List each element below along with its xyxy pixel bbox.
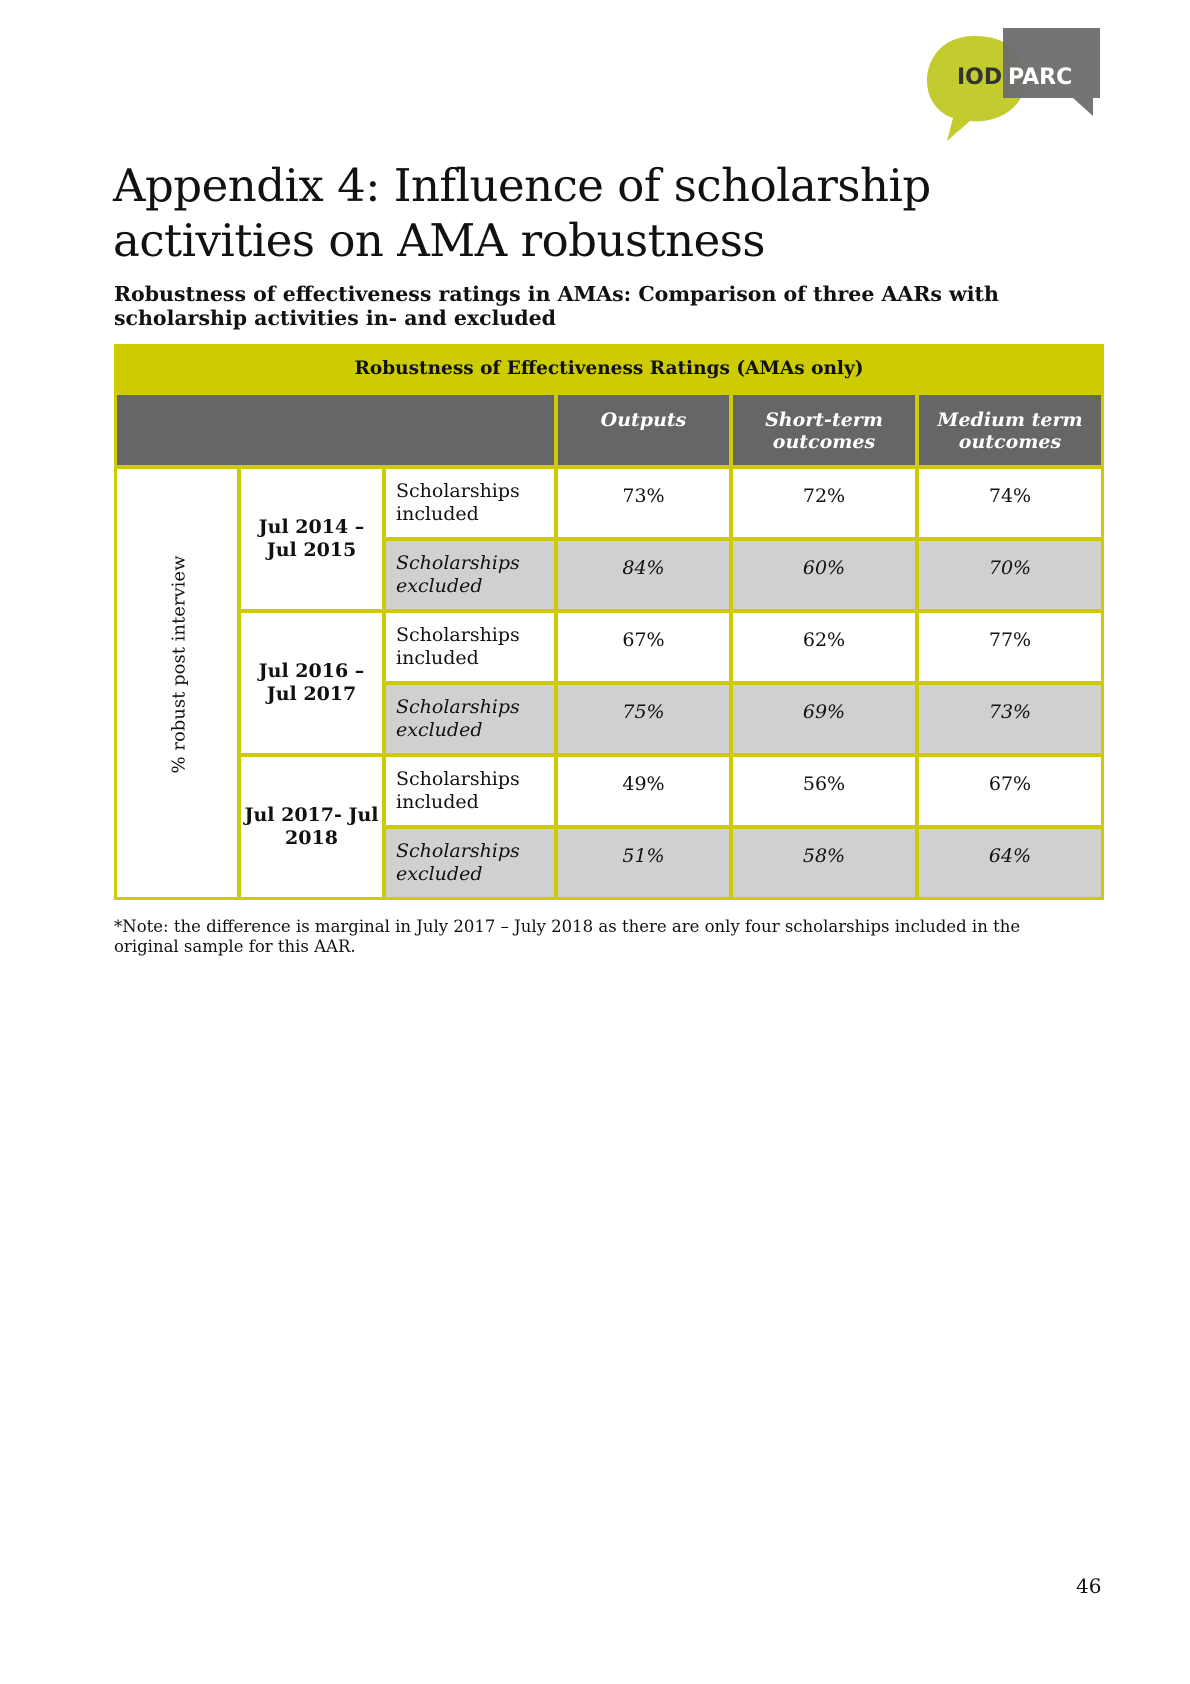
period-label: Jul 2014 – Jul 2015 [241, 469, 382, 609]
row-axis-label: % robust post interview [168, 555, 190, 773]
value-cell: 60% [733, 541, 915, 609]
value-cell: 84% [558, 541, 729, 609]
value-cell: 75% [558, 685, 729, 753]
value-cell: 58% [733, 829, 915, 897]
value-cell: 73% [919, 685, 1101, 753]
table-caption: Robustness of Effectiveness Ratings (AMAs only) [114, 344, 1104, 393]
value-cell: 64% [919, 829, 1101, 897]
value-cell: 72% [733, 469, 915, 537]
iodparc-logo [925, 26, 1105, 146]
row-label: Scholarships excluded [386, 541, 554, 609]
value-cell: 74% [919, 469, 1101, 537]
period-label: Jul 2017- Jul 2018 [241, 757, 382, 897]
robustness-table [114, 344, 1104, 900]
row-label: Scholarships included [386, 757, 554, 825]
value-cell: 70% [919, 541, 1101, 609]
page-number: 46 [1076, 1574, 1102, 1598]
table-subtitle: Robustness of effectiveness ratings in AMAs: Comparison of three AARs with scholarship activities in- and excluded [114, 282, 999, 330]
value-cell: 67% [919, 757, 1101, 825]
footnote: *Note: the difference is marginal in July 2017 – July 2018 as there are only four scholarships included in the original sample for this AAR. [114, 917, 1021, 956]
value-cell: 62% [733, 613, 915, 681]
value-cell: 49% [558, 757, 729, 825]
page-title: Appendix 4: Influence of scholarship activities on AMA robustness [113, 159, 931, 267]
value-cell: 67% [558, 613, 729, 681]
value-cell: 56% [733, 757, 915, 825]
svg-text:PARC: PARC [1008, 65, 1073, 90]
row-label: Scholarships excluded [386, 685, 554, 753]
col-header-outputs: Outputs [558, 395, 729, 465]
row-label: Scholarships included [386, 469, 554, 537]
col-header-medium-term: Medium term outcomes [919, 395, 1101, 465]
value-cell: 51% [558, 829, 729, 897]
period-label: Jul 2016 – Jul 2017 [241, 613, 382, 753]
row-label: Scholarships excluded [386, 829, 554, 897]
col-header-short-term: Short-term outcomes [733, 395, 915, 465]
value-cell: 69% [733, 685, 915, 753]
value-cell: 73% [558, 469, 729, 537]
row-label: Scholarships included [386, 613, 554, 681]
value-cell: 77% [919, 613, 1101, 681]
svg-text:IOD: IOD [957, 65, 1003, 90]
